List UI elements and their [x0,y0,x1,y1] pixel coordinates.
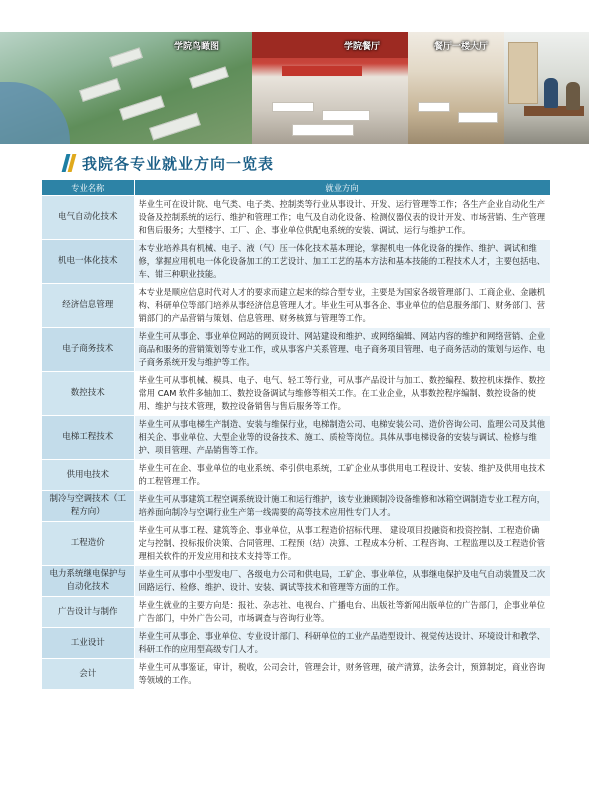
photo-caption: 餐厅一楼大厅 [434,42,489,52]
employment-direction: 毕业生可从事电梯生产制造、安装与维保行业，电梯制造公司、电梯安装公司、造价咨询公司、监理公司及其他相关企、事业单位、大型企业等的设备技术、施工、质检等岗位。具体从事电梯设备的安装与调试、检修与维护、项目管理、产品销售等工作。 [134,416,550,460]
table-row [42,196,550,240]
major-name: 电子商务技术 [42,328,134,372]
employment-direction: 本专业培养具有机械、电子、液（气）压一体化技术基本理论，掌握机电一体化设备的操作、维护、调试和维修，掌握应用机电一体化设备加工的工艺设计、加工工艺的基本方法和基本技能的工程技术人才，主要包括电、车、钳三种职业技能。 [134,240,550,284]
table-shape [322,110,370,121]
table-header-row [42,180,550,196]
major-name: 经济信息管理 [42,284,134,328]
table-row [42,240,550,284]
building-shape [119,95,165,120]
person-shape [566,82,580,110]
table-row [42,284,550,328]
building-shape [109,47,143,67]
dormitory-photo [504,32,589,144]
employment-direction: 本专业是顺应信息时代对人才的要求而建立起来的综合型专业，主要是为国家各级管理部门、工商企业、金融机构、科研单位等部门培养从事经济信息管理人才。毕业生可从事各企、事业单位的信息服务部门、财务部门、营销部门的产品营销与策划、信息管理、财务核算与管理等工作。 [134,284,550,328]
ceiling-shape [252,32,408,58]
table-row [42,566,550,597]
building-shape [79,78,121,102]
major-name: 会计 [42,659,134,690]
table-row [42,491,550,522]
shelf-shape [508,42,538,104]
dining-hall-photo [252,32,408,144]
employment-direction: 毕业生可从事建筑工程空调系统设计施工和运行维护，该专业兼顾制冷设备维修和冰箱空调制造专业工程方向，培养面向制冷与空调行业生产第一线需要的高等技术应用性专门人才。 [134,491,550,522]
majors-table [42,180,551,689]
heading-marker-icon [64,154,76,172]
photo-banner [0,32,589,144]
employment-direction: 毕业生可在企、事业单位的电业系统、牵引供电系统，工矿企业从事供用电工程设计、安装、维护及供用电技术的工程管理工作。 [134,460,550,491]
table-shape [292,124,354,136]
table-row [42,328,550,372]
photo-caption: 学院鸟瞰图 [174,42,220,52]
dining-lobby-photo [408,32,504,144]
table-row [42,522,550,566]
table-row [42,659,550,690]
column-header-major: 专业名称 [42,180,134,196]
employment-direction: 毕业生可从事中小型发电厂、各级电力公司和供电局，工矿企、事业单位，从事继电保护及电气自动装置及二次回路运行、检修、维护、设计、安装、调试等技术和管理等方面的工作。 [134,566,550,597]
major-name: 广告设计与制作 [42,597,134,628]
building-shape [189,66,229,88]
employment-direction: 毕业生可从事工程、建筑等企、事业单位，从事工程造价招标代理、 建设项目投融资和投资控制、工程造价确定与控制、投标报价决策、合同管理、工程预（结）决算、工程成本分析、工程咨询、工程监理以及工程造价管理相关软件的开发应用和技术支持等工作。 [134,522,550,566]
table-row [42,460,550,491]
employment-direction: 毕业生可从事鉴证，审计，税收，公司会计，管理会计，财务管理，破产清算，法务会计，预算制定，商业咨询等领域的工作。 [134,659,550,690]
major-name: 数控技术 [42,372,134,416]
table-row [42,628,550,659]
building-shape [149,113,201,141]
major-name: 机电一体化技术 [42,240,134,284]
employment-direction: 毕业生可从事机械、模具、电子、电气、轻工等行业，可从事产品设计与加工、数控编程、数控机床操作、数控常用 CAM 软件多轴加工、数控设备调试与维修等相关工作。在工业企业，从事数控程序编制、数控设备的使用、维护与技术管理，数控设备销售与售后服务等工作。 [134,372,550,416]
person-shape [544,78,558,108]
table-shape [272,102,314,112]
photo-caption: 学院餐厅 [344,42,381,52]
major-name: 电力系统继电保护与自动化技术 [42,566,134,597]
campus-aerial-photo [0,32,252,144]
table-shape [458,112,498,123]
employment-direction: 毕业生可在设计院、电气类、电子类、控制类等行业从事设计、开发、运行管理等工作；各生产企业自动化生产设备及控制系统的运行、维护和管理工作；电气及自动化设备、检测仪器仪表的设计开发、市场营销、生产管理和售后服务；大型楼宇、工厂、企、事业单位供配电系统的安装、调试、运行与维护工作。 [134,196,550,240]
employment-direction: 毕业生可从事企、事业单位、专业设计部门、科研单位的工业产品造型设计、视觉传达设计、环境设计和教学、科研工作的应用型高级专门人才。 [134,628,550,659]
sign-shape [282,66,362,76]
table-row [42,416,550,460]
major-name: 电梯工程技术 [42,416,134,460]
section-heading [64,150,274,176]
page-title: 我院各专业就业方向一览表 [82,154,275,173]
major-name: 供用电技术 [42,460,134,491]
table-row [42,597,550,628]
column-header-direction: 就业方向 [134,180,550,196]
employment-direction: 毕业生就业的主要方向是：报社、杂志社、电视台、广播电台、出版社等新闻出版单位的广告部门，企事业单位广告部门，中外广告公司，市场调查与咨询行业等。 [134,597,550,628]
table-shape [418,102,450,112]
table-row [42,372,550,416]
employment-direction: 毕业生可从事企、事业单位网站的网页设计、网站建设和维护、或网络编辑、网站内容的维护和网络营销、企业商品和服务的营销策划等专业工作，或从事客户关系管理、电子商务项目管理、电子商务活动的策划与运作、电子商务系统开发与维护等工作。 [134,328,550,372]
lake-shape [0,82,70,144]
major-name: 工业设计 [42,628,134,659]
major-name: 制冷与空调技术（工程方向） [42,491,134,522]
major-name: 电气自动化技术 [42,196,134,240]
major-name: 工程造价 [42,522,134,566]
